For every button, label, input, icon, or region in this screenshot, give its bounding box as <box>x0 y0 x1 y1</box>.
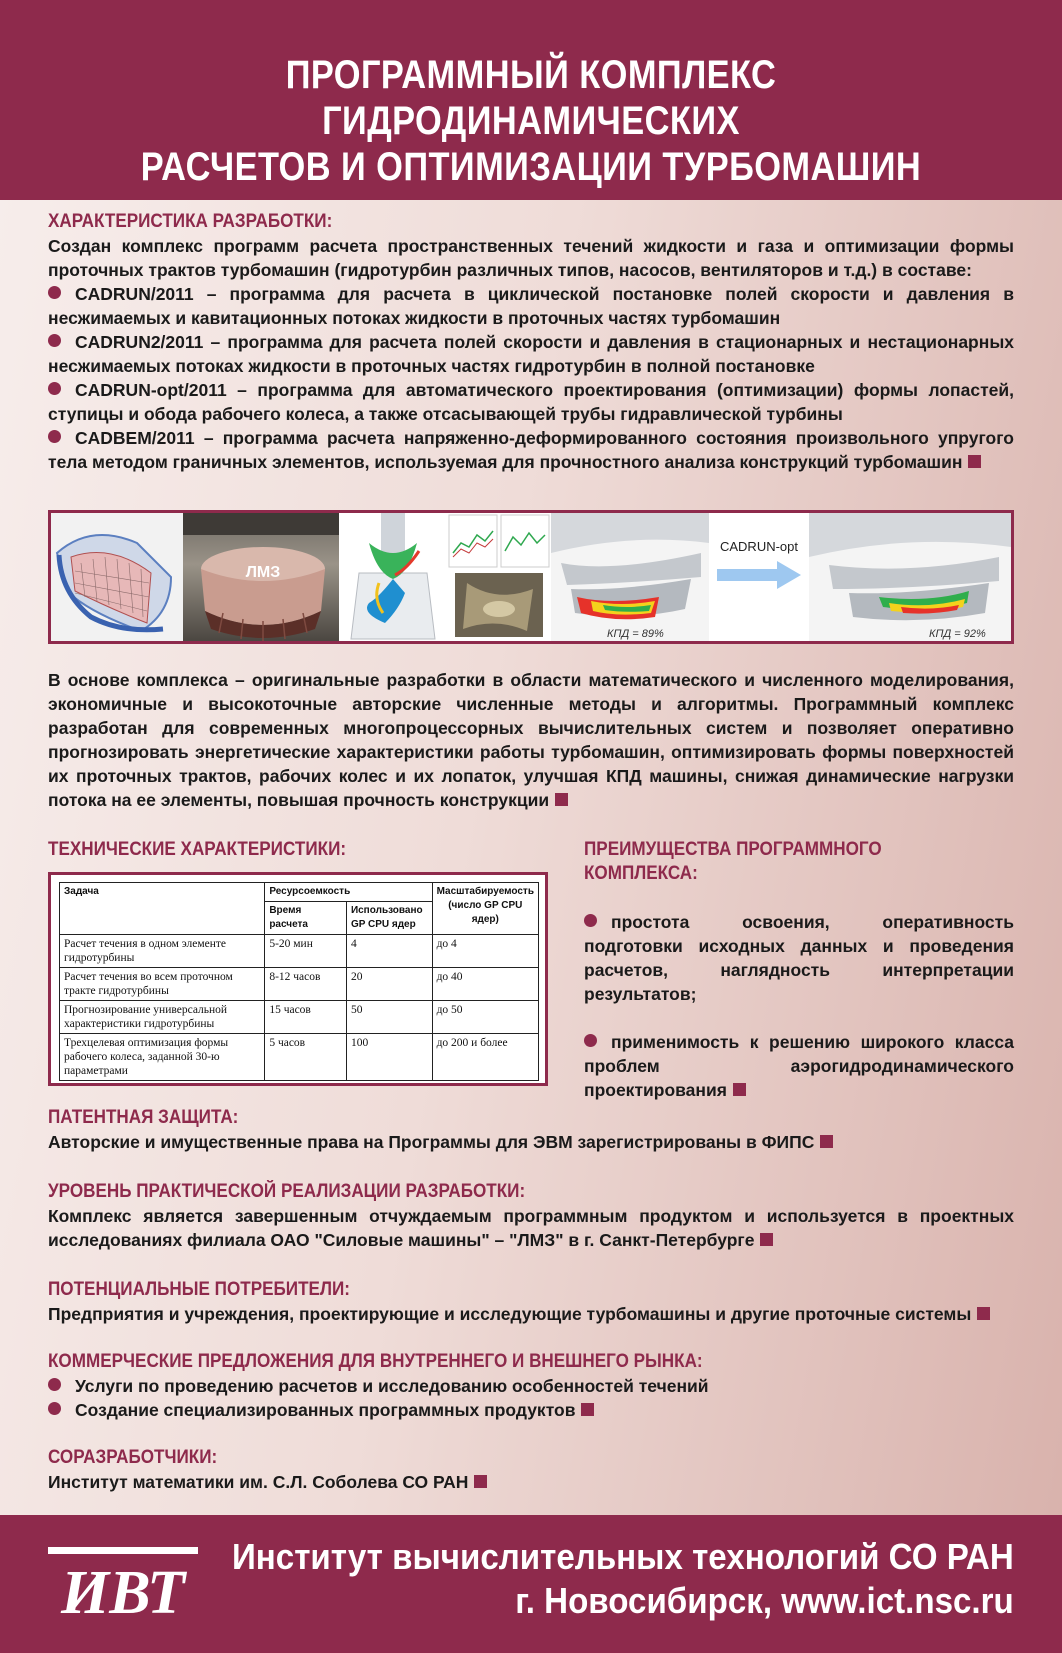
list-item <box>584 910 1014 1006</box>
program-item <box>48 378 1014 426</box>
patent-text: Авторские и имущественные права на Программы для ЭВМ зарегистрированы в ФИПС <box>48 1132 815 1152</box>
illustration-strip <box>48 510 1014 644</box>
tech-title: ТЕХНИЧЕСКИЕ ХАРАКТЕРИСТИКИ: <box>48 839 347 860</box>
table-row <box>60 968 539 1001</box>
practical-paragraph <box>48 1204 1014 1252</box>
patent-section <box>48 1106 1014 1154</box>
end-square-icon <box>820 1135 833 1148</box>
patent-title: ПАТЕНТНАЯ ЗАЩИТА: <box>48 1107 239 1128</box>
bullet-icon <box>48 430 61 443</box>
title-line-2: РАСЧЕТОВ И ОПТИМИЗАЦИИ ТУРБОМАШИН <box>140 145 922 189</box>
header-cores: Использовано GP CPU ядер <box>346 902 432 935</box>
program-name: CADRUN/2011 <box>75 284 194 304</box>
advantages-heading <box>584 838 915 886</box>
consumers-text: Предприятия и учреждения, проектирующие и исследующие турбомашины и другие проточные системы <box>48 1304 972 1324</box>
advantages-title-line-1: ПРЕИМУЩЕСТВА ПРОГРАММНОГО <box>584 839 882 860</box>
ivt-logo <box>48 1541 198 1619</box>
list-item <box>584 1030 1014 1102</box>
runner-logo-text: ЛМЗ <box>245 564 281 581</box>
bullet-icon <box>48 1402 61 1415</box>
arrow-label: CADRUN-opt <box>719 539 799 554</box>
cell-task: Расчет течения во всем проточном тракте гидротурбины <box>60 968 265 1001</box>
advantage-text: простота освоения, оперативность подготовки исходных данных и проведения расчетов, наглядность интерпретации результатов; <box>584 912 1014 1004</box>
codevelopers-text: Институт математики им. С.Л. Соболева СО РАН <box>48 1472 469 1492</box>
header-scalability: Масштабируемость (число GP CPU ядер) <box>432 883 538 935</box>
cell-cores: 4 <box>346 935 432 968</box>
consumers-section <box>48 1278 1014 1326</box>
end-square-icon <box>555 793 568 806</box>
cell-task: Расчет течения в одном элементе гидротурбины <box>60 935 265 968</box>
header-resource: Ресурсоемкость <box>265 883 432 902</box>
table-row <box>60 1001 539 1034</box>
institute-name: Институт вычислительных технологий СО РАН <box>232 1536 1014 1577</box>
header-task: Задача <box>60 883 265 935</box>
practical-title: УРОВЕНЬ ПРАКТИЧЕСКОЙ РЕАЛИЗАЦИИ РАЗРАБОТКИ: <box>48 1181 526 1202</box>
cell-time: 15 часов <box>265 1001 347 1034</box>
program-desc: – программа для расчета полей скорости и давления в стационарных и нестационарных несжимаемых потоках жидкости в проточных частях гидротурбин в полной постановке <box>48 332 1014 376</box>
table-row <box>60 1034 539 1081</box>
commercial-title: КОММЕРЧЕСКИЕ ПРЕДЛОЖЕНИЯ ДЛЯ ВНУТРЕННЕГО И ВНЕШНЕГО РЫНКА: <box>48 1351 703 1372</box>
bullet-icon <box>584 1034 597 1047</box>
end-square-icon <box>733 1083 746 1096</box>
codevelopers-paragraph <box>48 1470 1014 1494</box>
turbine-runner-photo <box>183 513 339 641</box>
consumers-paragraph <box>48 1302 1014 1326</box>
consumers-title: ПОТЕНЦИАЛЬНЫЕ ПОТРЕБИТЕЛИ: <box>48 1279 350 1300</box>
institute-location: г. Новосибирск, www.ict.nsc.ru <box>515 1580 1014 1621</box>
kpd-after-label: КПД = 92% <box>929 628 986 640</box>
characteristics-intro: Создан комплекс программ расчета пространственных течений жидкости и газа и оптимизации формы проточных трактов турбомашин (гидротурбин различных типов, насосов, вентиляторов и т.д.) в составе: <box>48 236 1014 280</box>
program-item <box>48 282 1014 330</box>
kpd-before-label: КПД = 89% <box>607 628 664 640</box>
title-line-1: ПРОГРАММНЫЙ КОМПЛЕКС ГИДРОДИНАМИЧЕСКИХ <box>285 53 777 143</box>
program-name: CADRUN-opt/2011 <box>75 380 227 400</box>
cell-scale: до 200 и более <box>432 1034 538 1081</box>
characteristics-section <box>48 210 1014 474</box>
table-row <box>60 935 539 968</box>
characteristics-title: ХАРАКТЕРИСТИКА РАЗРАБОТКИ: <box>48 211 333 232</box>
bullet-icon <box>584 914 597 927</box>
bullet-icon <box>48 286 61 299</box>
program-desc: – программа расчета напряженно-деформированного состояния произвольного упругого тела методом граничных элементов, используемая для прочностного анализа конструкций турбомашин <box>48 428 1014 472</box>
program-name: CADBEM/2011 <box>75 428 195 448</box>
tech-section <box>48 838 568 862</box>
cell-task: Трехцелевая оптимизация формы рабочего колеса, заданной 30-ю параметрами <box>60 1034 265 1081</box>
commercial-section <box>48 1350 1014 1422</box>
blade-before-image <box>551 513 709 641</box>
end-square-icon <box>581 1403 594 1416</box>
cell-scale: до 50 <box>432 1001 538 1034</box>
cell-task: Прогнозирование универсальной характеристики гидротурбины <box>60 1001 265 1034</box>
cell-cores: 50 <box>346 1001 432 1034</box>
optimization-arrow <box>709 513 809 641</box>
program-name: CADRUN2/2011 <box>75 332 204 352</box>
end-square-icon <box>977 1307 990 1320</box>
blade-mesh-image <box>51 513 183 641</box>
end-square-icon <box>474 1475 487 1488</box>
practical-text: Комплекс является завершенным отчуждаемым программным продуктом и используется в проектных исследованиях филиала ОАО "Силовые машины" – "ЛМЗ" в г. Санкт-Петербурге <box>48 1206 1014 1250</box>
list-item <box>48 1398 1014 1422</box>
results-graphs-image <box>447 513 551 641</box>
cell-scale: до 40 <box>432 968 538 1001</box>
blade-after-image <box>809 513 1011 641</box>
cell-cores: 100 <box>346 1034 432 1081</box>
basis-section <box>48 668 1014 812</box>
practical-section <box>48 1180 1014 1252</box>
end-square-icon <box>968 455 981 468</box>
flow-streamlines-image <box>339 513 447 641</box>
advantages-title-line-2: КОМПЛЕКСА: <box>584 863 698 884</box>
program-desc: – программа для расчета в циклической постановке полей скорости и давления в несжимаемых и кавитационных потоках жидкости в проточных частях турбомашин <box>48 284 1014 328</box>
header-band <box>0 0 1062 200</box>
program-item <box>48 426 1014 474</box>
codevelopers-section <box>48 1446 1014 1494</box>
cell-time: 5-20 мин <box>265 935 347 968</box>
advantages-list <box>584 910 1014 1102</box>
end-square-icon <box>760 1233 773 1246</box>
bullet-icon <box>48 1378 61 1391</box>
bullet-icon <box>48 334 61 347</box>
basis-paragraph <box>48 668 1014 812</box>
commercial-item-text: Создание специализированных программных продуктов <box>75 1400 576 1420</box>
footer-contacts <box>232 1535 1014 1623</box>
commercial-item-text: Услуги по проведению расчетов и исследованию особенностей течений <box>75 1376 709 1396</box>
patent-paragraph <box>48 1130 1014 1154</box>
codevelopers-title: СОРАЗРАБОТЧИКИ: <box>48 1447 218 1468</box>
tech-table <box>59 882 539 1081</box>
footer-band <box>0 1515 1062 1653</box>
logo-text: ИВТ <box>61 1559 185 1619</box>
tech-table-frame <box>48 872 548 1086</box>
advantage-text: применимость к решению широкого класса проблем аэрогидродинамического проектирования <box>584 1032 1014 1100</box>
basis-text: В основе комплекса – оригинальные разработки в области математического и численного моделирования, экономичные и высокоточные авторские численные методы и алгоритмы. Программный комплекс разработан для современных многопроцессорных вычислительных систем и позволяет оперативно прогнозировать энергетические характеристики работы турбомашин, оптимизировать формы поверхностей их проточных трактов, рабочих колес и их лопаток, улучшая КПД машины, снижая динамические нагрузки потока на ее элементы, повышая прочность конструкции <box>48 670 1014 810</box>
cell-time: 8-12 часов <box>265 968 347 1001</box>
program-item <box>48 330 1014 378</box>
cell-scale: до 4 <box>432 935 538 968</box>
program-desc: – программа для автоматического проектирования (оптимизации) формы лопастей, ступицы и обода рабочего колеса, а также отсасывающей трубы гидравлической турбины <box>48 380 1014 424</box>
header-time: Время расчета <box>265 902 347 935</box>
cell-time: 5 часов <box>265 1034 347 1081</box>
bullet-icon <box>48 382 61 395</box>
poster-title <box>74 52 987 190</box>
list-item <box>48 1374 1014 1398</box>
cell-cores: 20 <box>346 968 432 1001</box>
